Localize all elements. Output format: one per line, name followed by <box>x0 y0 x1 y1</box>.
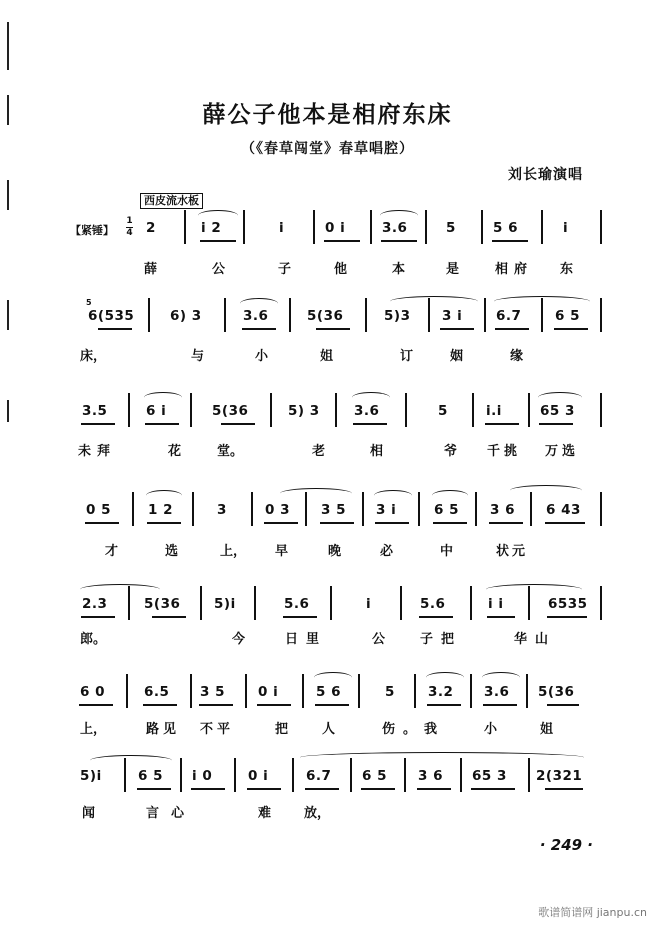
lyric: 子把 <box>420 632 463 647</box>
note-group: 6) 3 <box>170 308 202 324</box>
lyric: 姻 <box>450 349 464 364</box>
slur <box>146 490 182 501</box>
underline <box>242 328 276 330</box>
underline <box>257 704 291 706</box>
bar-line <box>541 210 543 244</box>
underline <box>191 788 225 790</box>
lyric: 必 <box>380 544 394 559</box>
lyric: 他 <box>334 262 348 277</box>
bar-line <box>414 674 416 708</box>
page-edge-mark <box>7 22 9 70</box>
note-group: 5) 3 <box>288 403 320 419</box>
lyric: 千挑 <box>487 444 522 459</box>
bar-line <box>418 492 420 526</box>
song-subtitle: （《春草闯堂》春草唱腔） <box>241 141 414 157</box>
bar-line <box>184 210 186 244</box>
underline <box>489 522 523 524</box>
intro-label: 【紧锤】 <box>70 224 114 237</box>
lyric: 言心 <box>146 806 197 821</box>
underline <box>324 240 360 242</box>
note-group: 5 6 <box>493 220 518 236</box>
underline <box>419 616 453 618</box>
note-group: 2 <box>146 220 156 236</box>
underline <box>547 616 587 618</box>
slur <box>352 392 390 403</box>
lyric: 郎。 <box>80 632 107 647</box>
lyric: 公 <box>372 632 386 647</box>
lyric: 未拜 <box>78 444 117 459</box>
note-group: 5)3 <box>384 308 411 324</box>
lyric: 难 <box>258 806 272 821</box>
lyric: 床， <box>80 349 107 364</box>
underline <box>483 704 517 706</box>
slur <box>144 392 182 403</box>
underline <box>200 240 236 242</box>
lyric: 放， <box>304 806 331 821</box>
note-group: 3 6 <box>490 502 515 518</box>
underline <box>547 704 579 706</box>
underline <box>98 328 132 330</box>
bar-line <box>292 758 294 792</box>
note-group: 6 43 <box>546 502 581 518</box>
note-group: 2(321 <box>536 768 583 784</box>
page-number: · 249 · <box>539 836 593 854</box>
note-group: 3.6 <box>382 220 408 236</box>
bar-line <box>126 674 128 708</box>
bar-line <box>475 492 477 526</box>
note-group: 6 5 <box>138 768 163 784</box>
bar-line <box>313 210 315 244</box>
lyric: 把 <box>275 722 289 737</box>
slur <box>240 298 278 309</box>
underline <box>143 704 177 706</box>
note-group: 5.6 <box>284 596 310 612</box>
underline <box>264 522 298 524</box>
note-group: 3 <box>217 502 227 518</box>
note-group: 3 i <box>442 308 463 324</box>
bar-line <box>600 298 602 332</box>
note-group: 0 i <box>248 768 269 784</box>
note-group: 3 5 <box>200 684 225 700</box>
note-group: 5 <box>446 220 456 236</box>
bar-line <box>404 758 406 792</box>
lyric: 上， <box>220 544 247 559</box>
note-group: 3.6 <box>354 403 380 419</box>
bar-line <box>234 758 236 792</box>
underline <box>361 788 395 790</box>
lyric: 姐 <box>320 349 334 364</box>
underline <box>81 616 115 618</box>
bar-line <box>254 586 256 620</box>
slur <box>300 752 584 763</box>
lyric: 不平 <box>200 722 235 737</box>
underline <box>145 423 179 425</box>
lyric: 中 <box>440 544 454 559</box>
note-group: i <box>279 220 285 236</box>
lyric: 才 <box>105 544 119 559</box>
watermark: 歌谱简谱网 jianpu.cn <box>538 906 647 919</box>
lyric: 子 <box>278 262 292 277</box>
lyric: 小 <box>484 722 498 737</box>
underline <box>554 328 588 330</box>
lyric: 相府 <box>495 262 534 277</box>
lyric: 伤。我 <box>382 722 446 737</box>
bar-line <box>600 586 602 620</box>
bar-line <box>190 393 192 427</box>
note-group: 5 6 <box>316 684 341 700</box>
note-group: 3.5 <box>82 403 108 419</box>
bar-line <box>350 758 352 792</box>
bar-line <box>245 674 247 708</box>
underline <box>545 788 583 790</box>
underline <box>247 788 281 790</box>
lyric: 与 <box>191 349 205 364</box>
slur <box>538 392 582 403</box>
underline <box>320 522 354 524</box>
lyric: 薛 <box>144 262 158 277</box>
note-group: 3 6 <box>418 768 443 784</box>
bar-line <box>362 492 364 526</box>
note-group: 1 2 <box>148 502 173 518</box>
bar-line <box>528 393 530 427</box>
note-group: 2.3 <box>82 596 108 612</box>
note-group: 3 5 <box>321 502 346 518</box>
bar-line <box>132 492 134 526</box>
slur <box>494 296 590 307</box>
lyric: 堂。 <box>217 444 244 459</box>
slur <box>80 584 160 595</box>
lyric: 小 <box>255 349 269 364</box>
lyric: 闻 <box>82 806 96 821</box>
bar-line <box>460 758 462 792</box>
time-signature <box>126 217 133 238</box>
slur <box>510 485 582 496</box>
bar-line <box>600 492 602 526</box>
lyric: 日里 <box>285 632 328 647</box>
page-edge-mark <box>7 300 9 330</box>
lyric: 路见 <box>146 722 181 737</box>
lyric: 缘 <box>510 349 524 364</box>
bar-line <box>190 674 192 708</box>
underline <box>315 704 349 706</box>
note-group: 6 5 <box>555 308 580 324</box>
underline <box>440 328 474 330</box>
bar-line <box>425 210 427 244</box>
lyric: 选 <box>165 544 179 559</box>
note-group: i <box>366 596 372 612</box>
note-group: i <box>563 220 569 236</box>
slur <box>486 584 582 595</box>
note-group: 5 <box>385 684 395 700</box>
note-group: 65 3 <box>472 768 507 784</box>
bar-line <box>270 393 272 427</box>
slur <box>390 296 478 307</box>
underline <box>381 240 417 242</box>
note-group: i 0 <box>192 768 213 784</box>
page-edge-mark <box>7 400 9 422</box>
note-group: 6 5 <box>434 502 459 518</box>
bar-line <box>148 298 150 332</box>
lyric: 上， <box>80 722 107 737</box>
bar-line <box>224 298 226 332</box>
bar-line <box>302 674 304 708</box>
underline <box>375 522 409 524</box>
song-title: 薛公子他本是相府东床 <box>202 102 453 128</box>
underline <box>492 240 528 242</box>
lyric: 万选 <box>545 444 580 459</box>
underline <box>316 328 350 330</box>
bar-line <box>600 393 602 427</box>
underline <box>283 616 317 618</box>
note-group: 0 3 <box>265 502 290 518</box>
time-signature-top: 1 <box>126 216 133 226</box>
slur <box>198 210 238 221</box>
underline <box>353 423 387 425</box>
note-group: 65 3 <box>540 403 575 419</box>
underline <box>79 704 113 706</box>
note-group: 5.6 <box>420 596 446 612</box>
slur <box>90 755 172 766</box>
bar-line <box>365 298 367 332</box>
underline <box>81 423 115 425</box>
underline <box>427 704 461 706</box>
lyric: 东 <box>560 262 574 277</box>
note-group: 3.6 <box>243 308 269 324</box>
underline <box>221 423 255 425</box>
note-group: 0 i <box>325 220 346 236</box>
bar-line <box>335 393 337 427</box>
note-group: 6(535 <box>88 308 135 324</box>
underline <box>152 616 186 618</box>
note-group: 5(36 <box>538 684 575 700</box>
note-group: 5)i <box>80 768 102 784</box>
bar-line <box>251 492 253 526</box>
bar-line <box>358 674 360 708</box>
lyric: 老 <box>312 444 326 459</box>
slur <box>380 210 418 221</box>
lyric: 公 <box>212 262 226 277</box>
page-edge-mark <box>7 180 9 210</box>
note-group: 5(36 <box>212 403 249 419</box>
lyric: 花 <box>168 444 182 459</box>
underline <box>85 522 119 524</box>
bar-line <box>600 210 602 244</box>
lyric: 订 <box>400 349 414 364</box>
note-group: 5 <box>438 403 448 419</box>
bar-line <box>370 210 372 244</box>
underline <box>545 522 585 524</box>
note-group: 5(36 <box>307 308 344 324</box>
bar-line <box>128 393 130 427</box>
lyric: 状元 <box>496 544 529 559</box>
bar-line <box>405 393 407 427</box>
note-group: i 2 <box>201 220 222 236</box>
underline <box>487 616 515 618</box>
note-group: 6535 <box>548 596 588 612</box>
lyric: 本 <box>392 262 406 277</box>
lyric: 相 <box>370 444 384 459</box>
lyric: 爷 <box>444 444 458 459</box>
bar-line <box>484 298 486 332</box>
bar-line <box>330 586 332 620</box>
underline <box>417 788 451 790</box>
note-group: 6 5 <box>362 768 387 784</box>
lyric: 华山 <box>514 632 557 647</box>
underline <box>137 788 171 790</box>
bar-line <box>180 758 182 792</box>
note-group: 3 i <box>376 502 397 518</box>
lyric: 晚 <box>328 544 342 559</box>
singer-credit: 刘长瑜演唱 <box>508 167 583 183</box>
lyric: 姐 <box>540 722 554 737</box>
note-group: 6.7 <box>306 768 332 784</box>
bar-line <box>470 674 472 708</box>
note-group: i.i <box>486 403 502 419</box>
lyric: 今 <box>232 632 246 647</box>
underline <box>199 704 233 706</box>
bar-line <box>243 210 245 244</box>
bar-line <box>470 586 472 620</box>
bar-line <box>200 586 202 620</box>
underline <box>305 788 339 790</box>
underline <box>539 423 573 425</box>
lyric: 早 <box>275 544 289 559</box>
note-group: 5(36 <box>144 596 181 612</box>
bar-line <box>481 210 483 244</box>
lyric: 人 <box>322 722 336 737</box>
slur <box>374 490 412 501</box>
time-signature-bottom: 4 <box>126 228 133 238</box>
bar-line <box>289 298 291 332</box>
note-group: 0 i <box>258 684 279 700</box>
note-group: 0 5 <box>86 502 111 518</box>
note-group: 6 0 <box>80 684 105 700</box>
bar-line <box>192 492 194 526</box>
tempo-box: 西皮流水板 <box>140 193 203 209</box>
bar-line <box>526 674 528 708</box>
lyric: 是 <box>446 262 460 277</box>
slur <box>280 488 352 499</box>
slur <box>426 672 464 683</box>
note-group: 3.6 <box>484 684 510 700</box>
note-group: 6 i <box>146 403 167 419</box>
underline <box>495 328 529 330</box>
bar-line <box>528 758 530 792</box>
note-group: 3.2 <box>428 684 454 700</box>
bar-line <box>530 492 532 526</box>
note-group: 5)i <box>214 596 236 612</box>
underline <box>485 423 519 425</box>
slur <box>432 490 468 501</box>
underline <box>433 522 467 524</box>
bar-line <box>400 586 402 620</box>
underline <box>471 788 515 790</box>
slur <box>482 672 520 683</box>
bar-line <box>472 393 474 427</box>
note-group: 6.7 <box>496 308 522 324</box>
grace-mark: 5 <box>86 298 92 307</box>
slur <box>314 672 352 683</box>
note-group: 6.5 <box>144 684 170 700</box>
underline <box>147 522 181 524</box>
note-group: i i <box>488 596 504 612</box>
